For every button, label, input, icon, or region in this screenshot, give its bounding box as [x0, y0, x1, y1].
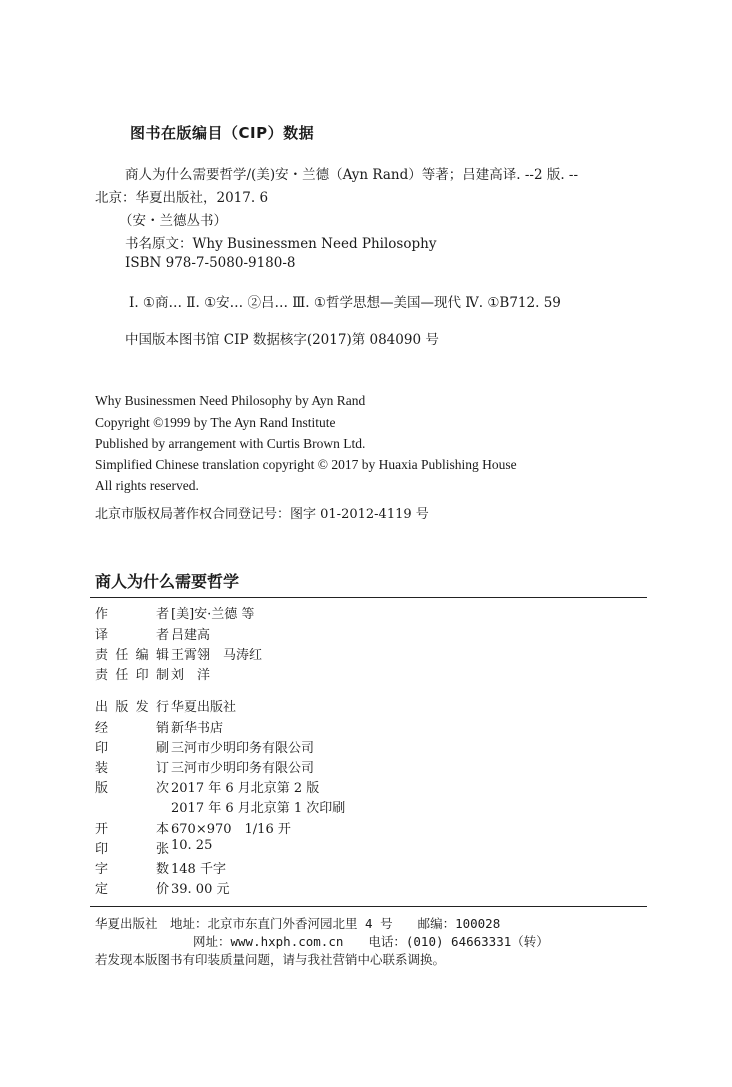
book-info-label: 责任编辑	[95, 648, 169, 663]
cip-heading: 图书在版编目（CIP）数据	[130, 124, 315, 142]
book-info-label: 作 者	[95, 607, 169, 622]
book-info-row	[95, 696, 237, 715]
book-info-row	[95, 818, 291, 837]
copyright-line-1: Why Businessmen Need Philosophy by Ayn Rand	[95, 393, 366, 408]
book-info-row	[95, 757, 315, 776]
book-info-value: [美]安·兰德 等	[171, 607, 255, 622]
cip-line-4: 书名原文：Why Businessmen Need Philosophy	[125, 236, 437, 252]
book-info-label: 字 数	[95, 862, 169, 877]
book-info-row	[95, 717, 224, 736]
quality-notice: 若发现本版图书有印装质量问题，请与我社营销中心联系调换。	[95, 952, 446, 967]
book-info-label: 装 订	[95, 761, 169, 776]
publisher-address: 华夏出版社 地址：北京市东直门外香河园北里 4 号 邮编：100028	[95, 916, 501, 931]
book-info-value: 三河市少明印务有限公司	[171, 741, 315, 756]
book-info-label: 印 刷	[95, 741, 169, 756]
book-info-value: 刘 洋	[171, 668, 211, 683]
book-info-label: 版 次	[95, 781, 169, 796]
copyright-registration: 北京市版权局著作权合同登记号：图字 01-2012-4119 号	[95, 507, 429, 522]
cip-line-7: 中国版本图书馆 CIP 数据核字(2017)第 084090 号	[125, 332, 439, 348]
book-info-label: 译 者	[95, 628, 169, 643]
book-info-value: 670×970 1/16 开	[171, 822, 291, 837]
book-info-row	[95, 797, 346, 816]
book-info-label: 出版发行	[95, 700, 169, 715]
book-info-value: 148 千字	[171, 862, 226, 877]
cip-line-5: ISBN 978-7-5080-9180-8	[125, 255, 296, 271]
book-title: 商人为什么需要哲学	[95, 572, 240, 591]
book-info-value: 新华书店	[171, 721, 224, 736]
book-info-row	[95, 737, 315, 756]
book-info-row	[95, 777, 320, 796]
cip-line-6: Ⅰ. ①商… Ⅱ. ①安… ②吕… Ⅲ. ①哲学思想—美国—现代 Ⅳ. ①B712. 59	[129, 295, 561, 311]
book-info-row	[95, 603, 255, 622]
cip-line-2: 北京：华夏出版社，2017. 6	[95, 190, 269, 206]
book-info-value: 10. 25	[171, 838, 213, 853]
book-info-value: 华夏出版社	[171, 700, 237, 715]
book-info-label: 经 销	[95, 721, 169, 736]
book-info-value: 39. 00 元	[171, 882, 230, 897]
divider-top	[90, 597, 647, 598]
book-info-row	[95, 878, 230, 897]
publisher-contact: 网址：www.hxph.com.cn 电话：(010) 64663331（转）	[193, 934, 549, 949]
book-info-label: 开 本	[95, 822, 169, 837]
divider-bottom	[90, 906, 647, 907]
book-info-row	[95, 624, 211, 643]
cip-line-1: 商人为什么需要哲学/(美)安・兰德（Ayn Rand）等著；吕建高译. --2 版. --	[125, 167, 579, 183]
copyright-line-4: Simplified Chinese translation copyright © 2017 by Huaxia Publishing House	[95, 457, 517, 472]
book-info-label: 印 张	[95, 842, 169, 857]
book-info-value: 吕建高	[171, 628, 211, 643]
book-info-row	[95, 644, 263, 663]
book-info-value: 2017 年 6 月北京第 2 版	[171, 781, 320, 796]
book-info-row	[95, 858, 226, 877]
copyright-line-2: Copyright ©1999 by The Ayn Rand Institute	[95, 415, 336, 430]
book-info-label: 责任印制	[95, 668, 169, 683]
book-info-value: 2017 年 6 月北京第 1 次印刷	[171, 801, 346, 816]
book-info-value: 王霄翎 马涛红	[171, 648, 263, 663]
cip-line-3: （安・兰德丛书）	[119, 213, 227, 229]
copyright-line-5: All rights reserved.	[95, 478, 199, 493]
book-info-label: 定 价	[95, 882, 169, 897]
book-info-row	[95, 838, 213, 857]
book-info-row	[95, 664, 211, 683]
book-info-value: 三河市少明印务有限公司	[171, 761, 315, 776]
copyright-line-3: Published by arrangement with Curtis Brown Ltd.	[95, 436, 366, 451]
